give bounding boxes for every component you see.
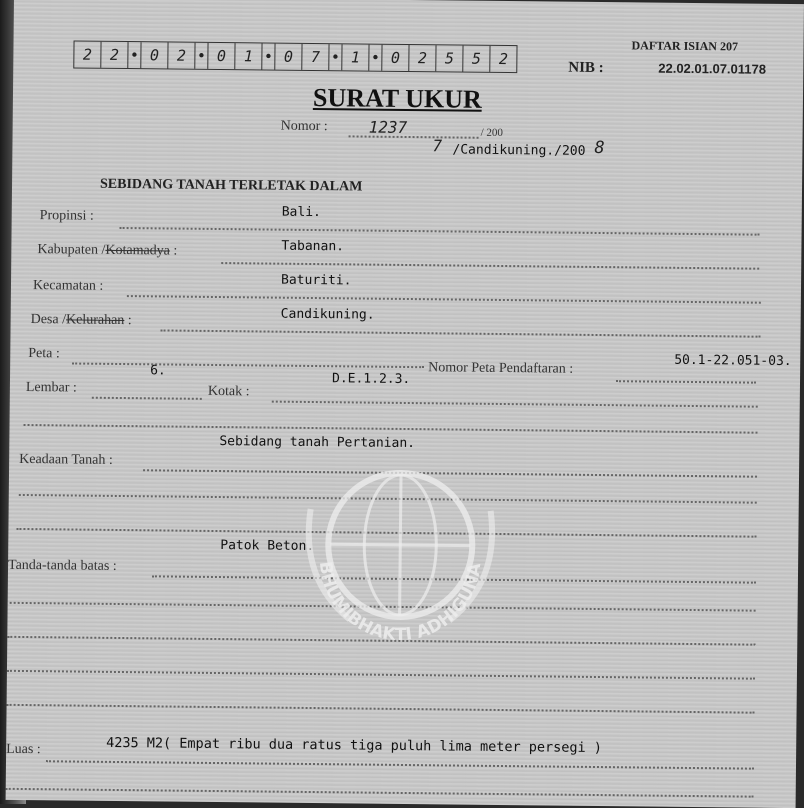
lembar-label: Lembar : xyxy=(25,380,77,396)
id-box-cell: 1 xyxy=(342,44,369,70)
kabupaten-label: Kabupaten /Kotamadya : xyxy=(37,242,178,259)
nomor-suffix: /Candikuning./200 xyxy=(452,142,586,159)
nomor-year-prefix: / 200 xyxy=(480,126,503,139)
keadaan-tanah-value: Sebidang tanah Pertanian. xyxy=(219,434,416,452)
desa-dots xyxy=(161,329,761,337)
luas-label: Luas : xyxy=(6,741,41,758)
id-box-cell: 2 xyxy=(168,42,195,68)
kecamatan-dots xyxy=(127,295,761,304)
id-box-cell: 7 xyxy=(302,44,329,70)
id-box-cell: 5 xyxy=(436,45,463,71)
id-box-cell: 2 xyxy=(74,41,101,67)
kotak-dots xyxy=(272,401,758,408)
nib-value: 22.02.01.07.01178 xyxy=(658,60,767,77)
id-box-cell: 2 xyxy=(409,45,436,71)
desa-label: Desa /Kelurahan : xyxy=(30,312,132,329)
id-box-cell: 0 xyxy=(275,44,302,70)
kelurahan-struck: Kelurahan xyxy=(65,312,125,329)
id-box-cell: • xyxy=(329,44,342,70)
lembar-dots xyxy=(92,397,202,400)
kotak-value: D.E.1.2.3. xyxy=(331,371,411,388)
id-box-cell: 0 xyxy=(382,45,409,71)
desa-value: Candikuning. xyxy=(280,306,375,323)
propinsi-value: Bali. xyxy=(281,204,321,221)
blank-line xyxy=(7,670,755,680)
id-box-cell: • xyxy=(369,45,382,71)
kabupaten-dots xyxy=(221,262,759,270)
id-box-cell: 0 xyxy=(208,43,235,69)
nib-label: NIB : xyxy=(568,59,604,77)
id-box-cell: 2 xyxy=(101,42,128,68)
luas-value: 4235 M2( Empat ribu dua ratus tiga puluh lima meter persegi ) xyxy=(106,734,603,757)
blank-line xyxy=(24,424,758,434)
kotak-label: Kotak : xyxy=(207,383,250,400)
section-heading: SEBIDANG TANAH TERLETAK DALAM xyxy=(99,176,363,195)
blank-line xyxy=(6,788,754,798)
propinsi-dots xyxy=(120,227,760,236)
id-number-boxes xyxy=(73,40,517,73)
peta-dots xyxy=(72,362,424,368)
id-box-cell: • xyxy=(262,43,275,69)
kecamatan-label: Kecamatan : xyxy=(32,278,104,294)
id-box-cell: • xyxy=(128,42,141,68)
id-box-cell: 1 xyxy=(235,43,262,69)
kabupaten-value: Tabanan. xyxy=(281,238,345,255)
nomor-number: 1237 xyxy=(368,117,408,137)
form-code: DAFTAR ISIAN 207 xyxy=(631,38,739,54)
kotamadya-struck: Kotamadya xyxy=(105,242,170,259)
nomor-peta-value: 50.1-22.051-03. xyxy=(674,352,792,370)
nomor-year-digit: 7 xyxy=(432,136,443,156)
propinsi-label: Propinsi : xyxy=(39,208,94,224)
id-box-cell: 5 xyxy=(463,46,490,72)
nomor-peta-label: Nomor Peta Pendaftaran : xyxy=(428,360,574,377)
bpn-seal-watermark xyxy=(289,439,511,661)
id-box-cell: 2 xyxy=(498,49,508,69)
nomor-label: Nomor : xyxy=(280,118,328,135)
blank-line xyxy=(7,704,755,714)
seal-text: BHUMIBHAKTI ADHIGUNA xyxy=(314,560,486,645)
tanda-batas-label: Tanda-tanda batas : xyxy=(7,557,117,574)
document-title: SURAT UKUR xyxy=(312,83,482,114)
lembar-value: 6. xyxy=(150,363,166,379)
kecamatan-value: Baturiti. xyxy=(280,272,352,289)
nomor-suffix-digit: 8 xyxy=(594,137,605,159)
id-box-cell: • xyxy=(195,43,208,69)
tanda-batas-value: Patok Beton. xyxy=(220,538,315,555)
peta-label: Peta : xyxy=(28,346,60,362)
document-page xyxy=(6,0,804,808)
keadaan-tanah-label: Keadaan Tanah : xyxy=(19,451,113,468)
id-box-cell: 0 xyxy=(141,42,168,68)
luas-dots xyxy=(46,760,754,769)
nomor-peta-dots xyxy=(616,380,756,383)
